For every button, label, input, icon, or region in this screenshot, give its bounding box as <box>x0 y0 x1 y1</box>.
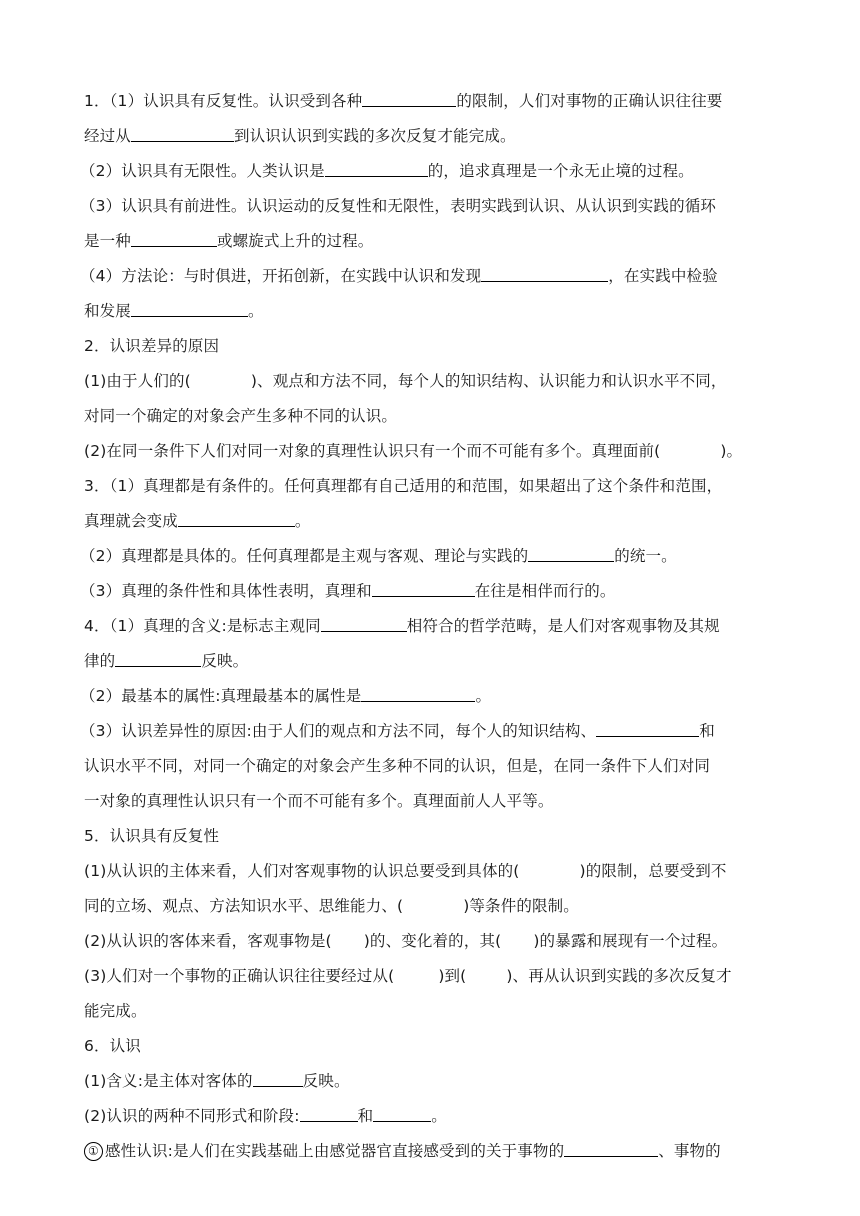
line-26: (3)人们对一个事物的正确认识往往要经过从( )到( )、再从认识到实践的多次反复才 <box>84 967 732 985</box>
line-25: (2)从认识的客体来看，客观事物是( )的、变化着的，其( )的暴露和展现有一个过程。 <box>84 932 728 950</box>
heading-2: 2．认识差异的原因 <box>84 337 220 355</box>
fill-blank[interactable] <box>253 1070 303 1087</box>
line-20: 认识水平不同，对同一个确定的对象会产生多种不同的认识，但是，在同一条件下人们对同 <box>84 757 711 775</box>
fill-blank[interactable] <box>321 615 407 632</box>
line-30: (2)认识的两种不同形式和阶段: 和 。 <box>84 1107 447 1125</box>
line-7: 和发展 。 <box>84 302 264 320</box>
document-page <box>80 84 780 1169</box>
line-5: 是一种 或螺旋式上升的过程。 <box>84 232 374 250</box>
line-31: ① 感性认识:是人们在实践基础上由感觉器官直接感受到的关于事物的 、事物的 <box>84 1134 780 1169</box>
line-1: 1．（1）认识具有反复性。认识受到各种 的限制，人们对事物的正确认识往往要 <box>84 92 723 110</box>
line-18: （2）最基本的属性:真理最基本的属性是 。 <box>80 687 492 705</box>
fill-blank[interactable] <box>362 90 456 107</box>
line-17: 律的 反映。 <box>84 652 249 670</box>
line-14: （2）真理都是具体的。任何真理都是主观与客观、理论与实践的 的统一。 <box>80 547 677 565</box>
fill-blank[interactable] <box>528 545 614 562</box>
fill-blank[interactable] <box>325 160 428 177</box>
line-12: 3．（1）真理都是有条件的。任何真理都有自己适用的和范围，如果超出了这个条件和范围， <box>84 477 723 495</box>
fill-blank[interactable] <box>115 650 201 667</box>
line-3: （2）认识具有无限性。人类认识是 的，追求真理是一个永无止境的过程。 <box>80 162 694 180</box>
line-9: (1)由于人们的( )、观点和方法不同，每个人的知识结构、认识能力和认识水平不同， <box>84 372 727 390</box>
line-15: （3）真理的条件性和具体性表明，真理和 在往是相伴而行的。 <box>80 582 616 600</box>
fill-blank[interactable] <box>131 230 217 247</box>
line-13: 真理就会变成 。 <box>84 512 311 530</box>
line-16: 4．（1）真理的含义:是标志主观同 相符合的哲学范畴，是人们对客观事物及其规 <box>84 617 720 635</box>
line-29: (1)含义:是主体对客体的 反映。 <box>84 1072 350 1090</box>
heading-6: 6．认识 <box>84 1037 141 1055</box>
fill-blank[interactable] <box>373 1105 431 1122</box>
fill-blank[interactable] <box>481 265 608 282</box>
fill-blank[interactable] <box>372 580 475 597</box>
fill-blank[interactable] <box>131 300 248 317</box>
fill-blank[interactable] <box>564 1140 658 1157</box>
heading-5: 5．认识具有反复性 <box>84 827 220 845</box>
line-24: 同的立场、观点、方法知识水平、思维能力、( )等条件的限制。 <box>84 897 579 915</box>
fill-blank[interactable] <box>131 125 234 142</box>
line-21: 一对象的真理性认识只有一个而不可能有多个。真理面前人人平等。 <box>84 792 554 810</box>
fill-blank[interactable] <box>178 510 295 527</box>
circle-one-marker: ① <box>84 1142 103 1161</box>
line-6: （4）方法论：与时俱进，开拓创新，在实践中认识和发现 ，在实践中检验 <box>80 267 718 285</box>
line-23: (1)从认识的主体来看，人们对客观事物的认识总要受到具体的( )的限制，总要受到不 <box>84 862 727 880</box>
line-11: (2)在同一条件下人们对同一对象的真理性认识只有一个而不可能有多个。真理面前( )。 <box>84 442 743 460</box>
line-19: （3）认识差异性的原因:由于人们的观点和方法不同，每个人的知识结构、 和 <box>80 722 715 740</box>
line-27: 能完成。 <box>84 1002 147 1020</box>
fill-blank[interactable] <box>596 720 699 737</box>
line-4: （3）认识具有前进性。认识运动的反复性和无限性，表明实践到认识、从认识到实践的循环 <box>80 197 717 215</box>
fill-blank[interactable] <box>300 1105 358 1122</box>
line-2: 经过从 到认识认识到实践的多次反复才能完成。 <box>84 127 516 145</box>
line-10: 对同一个确定的对象会产生多种不同的认识。 <box>84 407 398 425</box>
fill-blank[interactable] <box>361 685 475 702</box>
